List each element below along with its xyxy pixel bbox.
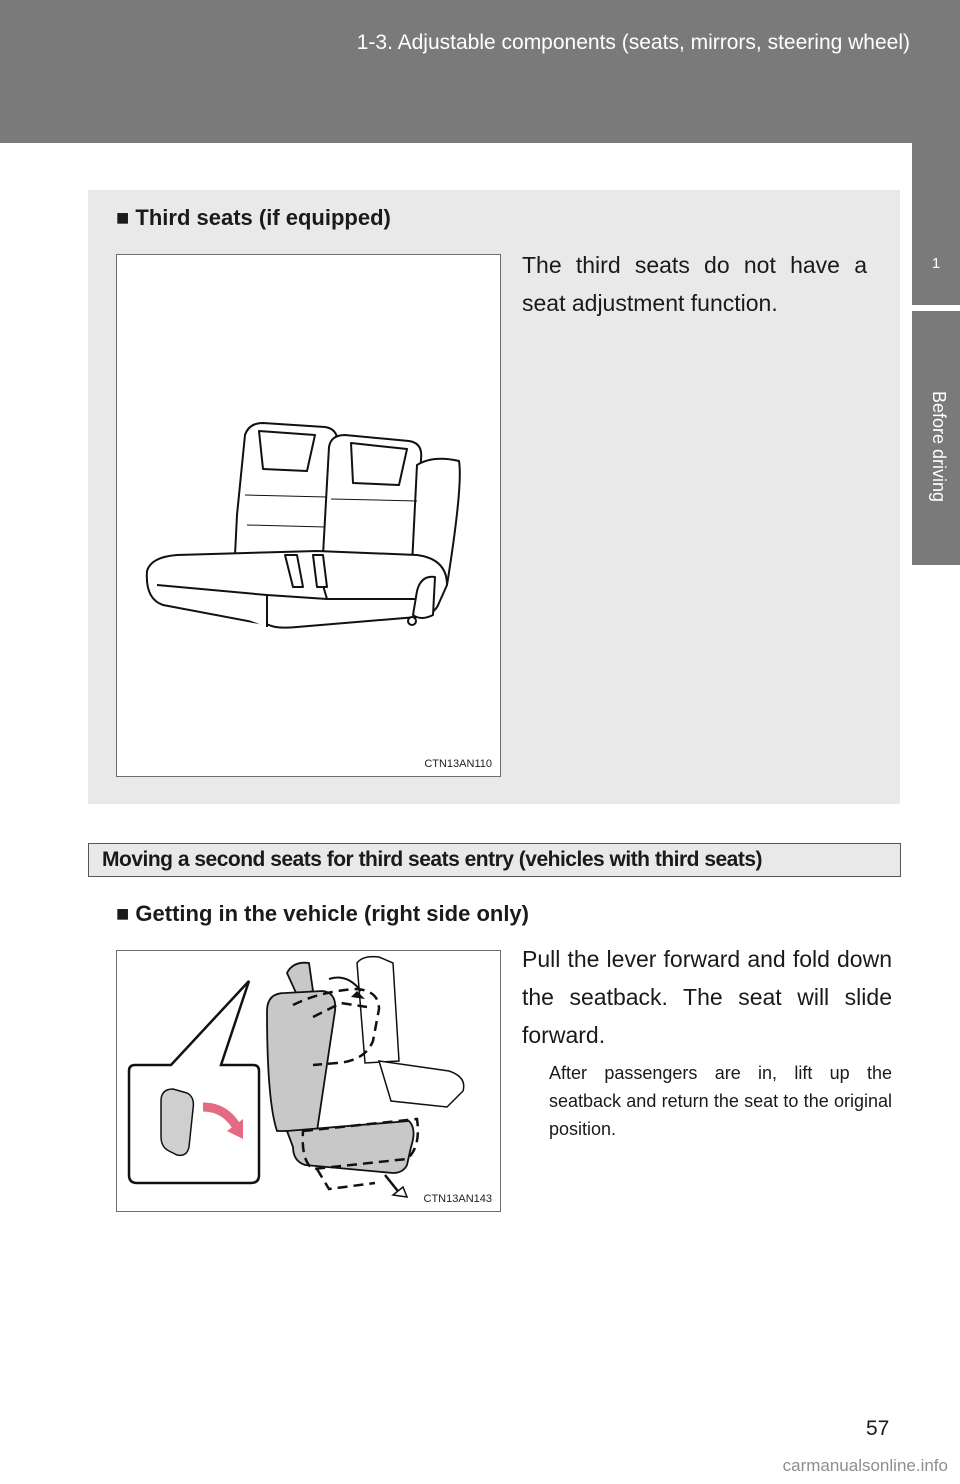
section-title-bar [88,843,901,877]
figure-code: CTN13AN143 [423,1193,492,1205]
section-title: Moving a second seats for third seats entry (vehicles with third seats) [102,848,763,871]
third-seats-heading: ■ Third seats (if equipped) [116,205,391,230]
return-seat-note: After passengers are in, lift up the seatback and return the seat to the original position. [549,1063,892,1139]
third-seats-drawing [117,255,500,776]
page-header [0,0,960,143]
getting-in-heading: ■ Getting in the vehicle (right side only) [116,901,529,926]
figure-code: CTN13AN110 [424,758,492,770]
second-seat-fold-drawing [117,951,500,1211]
side-tab-number: 1 [931,255,941,272]
second-seat-fold-illustration [116,950,501,1212]
fold-instruction-text: Pull the lever forward and fold down the seatback. The seat will slide forward. [522,946,892,1048]
third-seats-text: The third seats do not have a seat adjustment function. [522,252,867,316]
side-tab-number-box [912,143,960,305]
watermark: carmanualsonline.info [782,1456,948,1475]
side-tab [912,143,960,1484]
side-tab-label-box [912,311,960,565]
third-seats-illustration [116,254,501,777]
chapter-title: 1-3. Adjustable components (seats, mirrors, steering wheel) [356,31,910,54]
side-tab-label: Before driving [929,391,949,503]
page-number: 57 [866,1417,890,1440]
